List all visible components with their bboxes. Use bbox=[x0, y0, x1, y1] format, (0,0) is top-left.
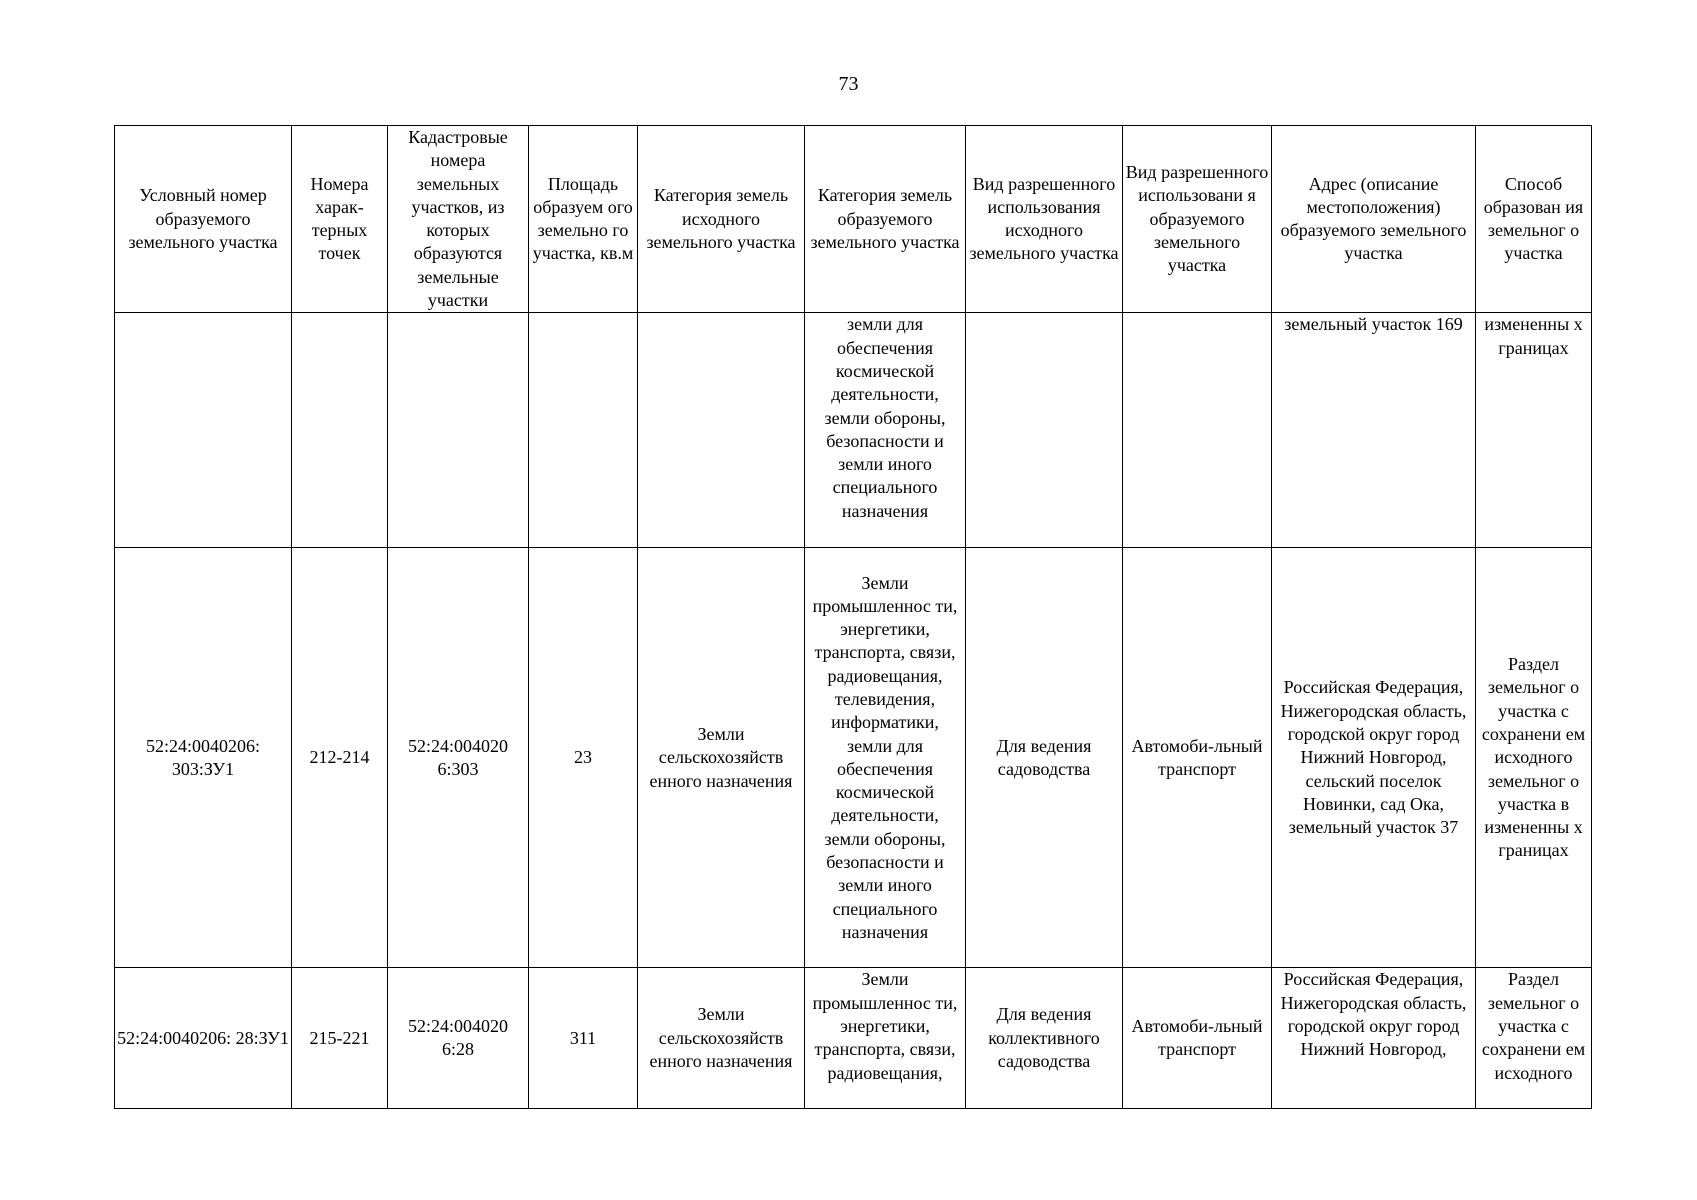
table-cell: Автомоби-льный транспорт bbox=[1123, 968, 1272, 1109]
table-cell bbox=[388, 313, 529, 548]
table-cell bbox=[115, 313, 292, 548]
table-cell: Раздел земельног о участка с сохранени ем исходного bbox=[1476, 968, 1592, 1109]
table-cell: измененны х границах bbox=[1476, 313, 1592, 548]
header-cell: Способ образован ия земельног о участка bbox=[1476, 126, 1592, 313]
table-cell: 215-221 bbox=[292, 968, 388, 1109]
header-cell: Кадастровые номера земельных участков, из которых образуются земельные участки bbox=[388, 126, 529, 313]
table-cell: 52:24:004020 6:303 bbox=[388, 548, 529, 968]
table-cell: Земли сельскохозяйств енного назначения bbox=[638, 968, 805, 1109]
table-cell: Земли промышленнос ти, энергетики, транспорта, связи, радиовещания, bbox=[805, 968, 966, 1109]
table-cell: Российская Федерация, Нижегородская область, городской округ город Нижний Новгород, bbox=[1272, 968, 1476, 1109]
table-cell bbox=[529, 313, 638, 548]
table-cell: 212-214 bbox=[292, 548, 388, 968]
table-header-row bbox=[115, 126, 1592, 313]
table-cell: Раздел земельног о участка с сохранени ем исходного земельног о участка в измененны х границах bbox=[1476, 548, 1592, 968]
table-cell bbox=[1123, 313, 1272, 548]
table-cell: 52:24:004020 6:28 bbox=[388, 968, 529, 1109]
table-cell: 23 bbox=[529, 548, 638, 968]
table-cell: Для ведения коллективного садоводства bbox=[966, 968, 1123, 1109]
header-cell: Номера харак-терных точек bbox=[292, 126, 388, 313]
table-cell bbox=[966, 313, 1123, 548]
table-cell: 52:24:0040206: 28:ЗУ1 bbox=[115, 968, 292, 1109]
table-row bbox=[115, 968, 1592, 1109]
header-cell: Адрес (описание местоположения) образуемого земельного участка bbox=[1272, 126, 1476, 313]
table-row bbox=[115, 313, 1592, 548]
table-cell: Автомоби-льный транспорт bbox=[1123, 548, 1272, 968]
header-cell: Вид разрешенного использования исходного земельного участка bbox=[966, 126, 1123, 313]
header-cell: Категория земель образуемого земельного участка bbox=[805, 126, 966, 313]
page-number: 73 bbox=[838, 73, 859, 95]
table-cell: 311 bbox=[529, 968, 638, 1109]
header-cell: Условный номер образуемого земельного участка bbox=[115, 126, 292, 313]
table-cell: Российская Федерация, Нижегородская область, городской округ город Нижний Новгород, сельский поселок Новинки, сад Ока, земельный участок 37 bbox=[1272, 548, 1476, 968]
table-cell: земельный участок 169 bbox=[1272, 313, 1476, 548]
header-cell: Площадь образуем ого земельно го участка, кв.м bbox=[529, 126, 638, 313]
table-cell: Для ведения садоводства bbox=[966, 548, 1123, 968]
table-cell bbox=[638, 313, 805, 548]
table-row bbox=[115, 548, 1592, 968]
header-cell: Категория земель исходного земельного участка bbox=[638, 126, 805, 313]
header-cell: Вид разрешенного использовани я образуемого земельного участка bbox=[1123, 126, 1272, 313]
table-cell: Земли сельскохозяйств енного назначения bbox=[638, 548, 805, 968]
land-plots-table bbox=[114, 125, 1592, 1109]
table-cell: Земли промышленнос ти, энергетики, транспорта, связи, радиовещания, телевидения, информатики, земли для обеспечения космической деятельности, земли обороны, безопасности и земли иного специального назначения bbox=[805, 548, 966, 968]
table-cell: земли для обеспечения космической деятельности, земли обороны, безопасности и земли иного специального назначения bbox=[805, 313, 966, 548]
table-cell bbox=[292, 313, 388, 548]
table-cell: 52:24:0040206: 303:ЗУ1 bbox=[115, 548, 292, 968]
